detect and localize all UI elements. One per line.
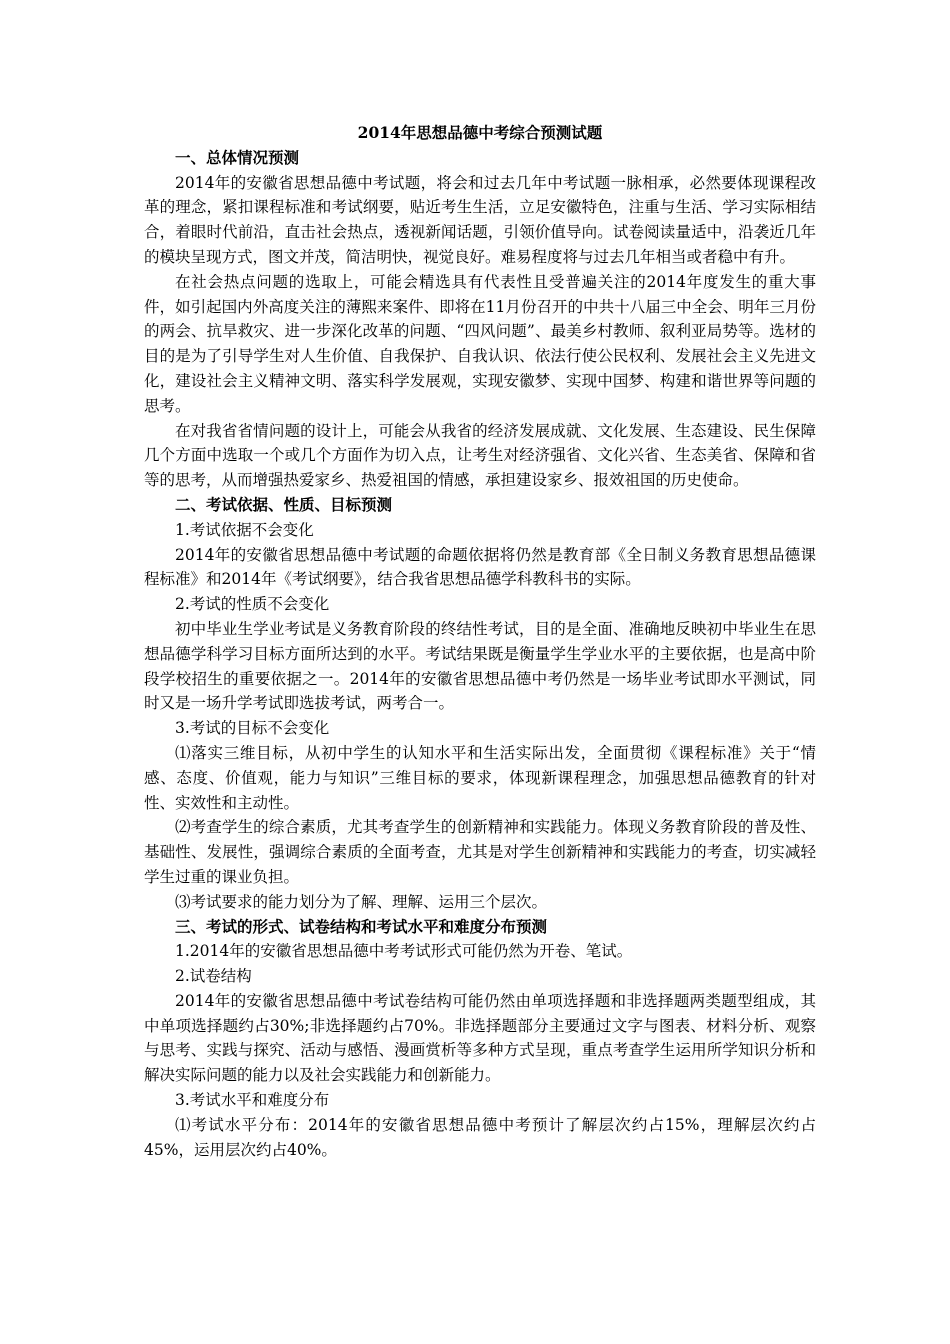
subsection-heading: 2.考试的性质不会变化 <box>175 595 330 614</box>
body-paragraph: 2014年的安徽省思想品德中考试题的命题依据将仍然是教育部《全日制义务教育思想品德课程标准》和2014年《考试纲要》，结合我省思想品德学科教科书的实际。 <box>144 545 816 589</box>
subsection-heading: 1.考试依据不会变化 <box>175 520 314 539</box>
body-paragraph: 初中毕业生学业考试是义务教育阶段的终结性考试，目的是全面、准确地反映初中毕业生在思想品德学科学习目标方面所达到的水平。考试结果既是衡量学生学业水平的主要依据，也是高中阶段学校招生的重要依据之一。2014年的安徽省思想品德中考仍然是一场毕业考试即水平测试，同时又是一场升学考试即选拔考试，两考合一。 <box>144 619 816 713</box>
document-title: 2014年思想品德中考综合预测试题 <box>357 123 603 142</box>
body-paragraph: ⑴落实三维目标，从初中学生的认知水平和生活实际出发，全面贯彻《课程标准》关于“情感、态度、价值观，能力与知识”三维目标的要求，体现新课程理念，加强思想品德教育的针对性、实效性和主动性。 <box>144 743 816 812</box>
document-blocks <box>144 146 816 1163</box>
body-paragraph: 在对我省省情问题的设计上，可能会从我省的经济发展成就、文化发展、生态建设、民生保障几个方面中选取一个或几个方面作为切入点，让考生对经济强省、文化兴省、生态美省、保障和省等的思考，从而增强热爱家乡、热爱祖国的情感，承担建设家乡、报效祖国的历史使命。 <box>144 421 816 490</box>
body-paragraph: 2014年的安徽省思想品德中考试题，将会和过去几年中考试题一脉相承，必然要体现课程改革的理念，紧扣课程标准和考试纲要，贴近考生生活，立足安徽特色，注重与生活、学习实际相结合，着眼时代前沿，直击社会热点，透视新闻话题，引领价值导向。试卷阅读量适中，沿袭近几年的模块呈现方式，图文并茂，简洁明快，视觉良好。难易程度将与过去几年相当或者稳中有升。 <box>144 173 816 266</box>
body-paragraph: 在社会热点问题的选取上，可能会精选具有代表性且受普遍关注的2014年度发生的重大事件，如引起国内外高度关注的薄熙来案件、即将在11月份召开的中共十八届三中全会、明年三月份的两会、抗旱救灾、进一步深化改革的问题、“四风问题”、最美乡村教师、叙利亚局势等。选材的目的是为了引导学生对人生价值、自我保护、自我认识、依法行使公民权利、发展社会主义先进文化，建设社会主义精神文明、落实科学发展观，实现安徽梦、实现中国梦、构建和谐世界等问题的思考。 <box>144 272 816 415</box>
subsection-heading: 3.考试的目标不会变化 <box>175 719 330 738</box>
body-paragraph: ⑴考试水平分布：2014年的安徽省思想品德中考预计了解层次约占15%，理解层次约占45%，运用层次约占40%。 <box>144 1115 816 1159</box>
subsection-heading: 3.考试水平和难度分布 <box>175 1091 330 1110</box>
section-heading: 一、总体情况预测 <box>175 147 300 167</box>
subsection-heading: 1.2014年的安徽省思想品德中考考试形式可能仍然为开卷、笔试。 <box>175 942 633 961</box>
section-heading: 二、考试依据、性质、目标预测 <box>175 494 393 514</box>
body-paragraph: 2014年的安徽省思想品德中考试卷结构可能仍然由单项选择题和非选择题两类题型组成，其中单项选择题约占30%;非选择题约占70%。非选择题部分主要通过文字与图表、材料分析、观察与思考、实践与探究、活动与感悟、漫画赏析等多种方式呈现，重点考查学生运用所学知识分析和解决实际问题的能力以及社会实践能力和创新能力。 <box>144 991 816 1085</box>
section-heading: 三、考试的形式、试卷结构和考试水平和难度分布预测 <box>175 916 548 936</box>
subsection-heading: 2.试卷结构 <box>175 967 252 986</box>
body-paragraph: ⑵考查学生的综合素质，尤其考查学生的创新精神和实践能力。体现义务教育阶段的普及性、基础性、发展性，强调综合素质的全面考查，尤其是对学生创新精神和实践能力的考查，切实减轻学生过重的课业负担。 <box>144 818 816 886</box>
document-body <box>144 121 816 1162</box>
body-paragraph: ⑶考试要求的能力划分为了解、理解、运用三个层次。 <box>175 892 548 911</box>
